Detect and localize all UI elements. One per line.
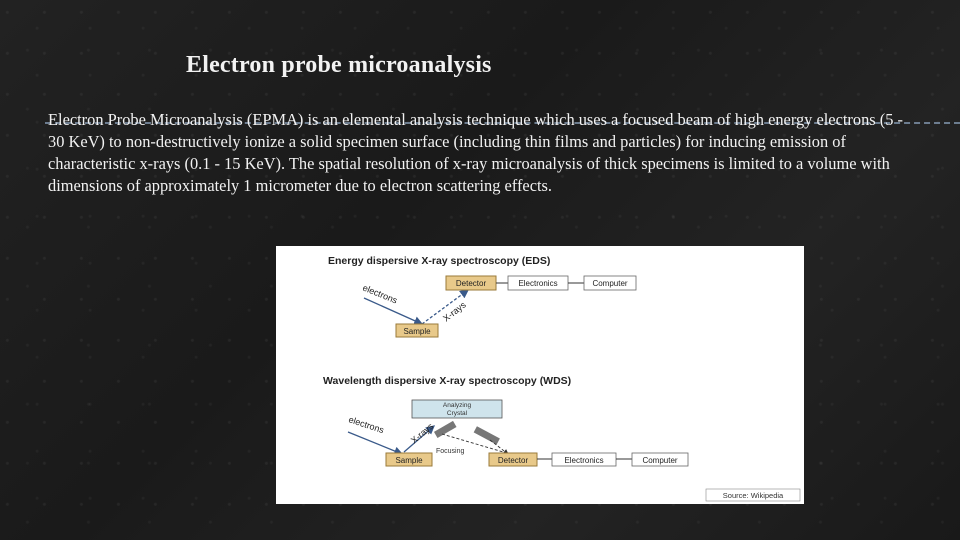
wds-electron-beam <box>348 432 402 454</box>
wds-electrons-text: electrons <box>347 414 386 436</box>
epma-diagram <box>276 246 804 504</box>
eds-electronics-label: Electronics <box>518 279 558 288</box>
wds-focusing-label: Focusing <box>436 448 465 455</box>
wds-crystal-label-2: Crystal <box>446 410 468 417</box>
eds-electrons-label <box>361 283 399 306</box>
eds-computer-label: Computer <box>592 279 628 288</box>
eds-electrons-text: electrons <box>361 282 399 306</box>
eds-title: Energy dispersive X-ray spectroscopy (EDS) <box>328 255 551 267</box>
wds-crystal-left <box>434 421 457 438</box>
eds-xrays-label <box>441 299 468 323</box>
wds-detector-label: Detector <box>497 456 529 465</box>
source-caption: Source: Wikipedia <box>722 491 784 500</box>
wds-xrays-label <box>409 421 436 446</box>
wds-electronics-label: Electronics <box>564 456 604 465</box>
wds-xrays-text: X-rays <box>408 421 436 446</box>
body-paragraph: Electron Probe Microanalysis (EPMA) is an elemental analysis technique which uses a focused beam of high energy electrons (5 - 30 KeV) to non-destructively ionize a solid specimen surface (including thin films and particles) for inducing emission of characteristic x-rays (0.1 - 15 KeV). The spatial resolution of x-ray microanalysis of thick specimens is limited to a volume with dimensions of approximately 1 micrometer due to electron scattering effects. <box>48 110 903 195</box>
eds-xrays-text: X-rays <box>441 299 468 324</box>
eds-detector-label: Detector <box>455 279 487 288</box>
wds-electrons-label <box>347 414 385 435</box>
wds-crystal-label-1: Analyzing <box>442 402 472 409</box>
eds-sample-label: Sample <box>403 327 431 336</box>
slide-title: Electron probe microanalysis <box>186 52 492 78</box>
wds-computer-label: Computer <box>642 456 678 465</box>
wds-sample-label: Sample <box>395 456 423 465</box>
wds-crystal-right <box>474 426 500 444</box>
wds-title: Wavelength dispersive X-ray spectroscopy (WDS) <box>323 375 572 387</box>
